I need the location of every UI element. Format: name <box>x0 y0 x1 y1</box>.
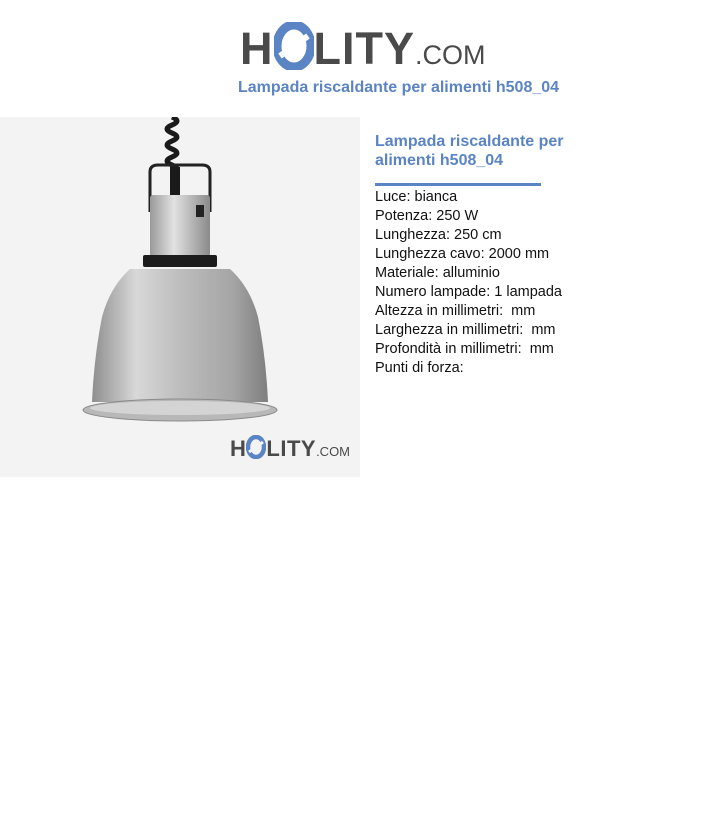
watermark-letters-lity: LITY <box>266 436 317 461</box>
watermark-domain: .COM <box>316 444 351 459</box>
spec-panel <box>375 132 585 378</box>
logo-o-icon <box>274 22 314 77</box>
spec-item-profondita: Profondità in millimetri: mm <box>375 341 554 357</box>
holity-logo[interactable] <box>240 10 500 74</box>
spec-item-altezza: Altezza in millimetri: mm <box>375 303 536 319</box>
heat-lamp-illustration <box>0 117 360 477</box>
spec-item-lunghezza-cavo: Lunghezza cavo: 2000 mm <box>375 246 550 262</box>
spec-item-lunghezza: Lunghezza: 250 cm <box>375 227 502 243</box>
spec-title: Lampada riscaldante per alimenti h508_04 <box>375 133 564 169</box>
logo-domain: .COM <box>415 40 486 70</box>
spec-item-numero-lampade: Numero lampade: 1 lampada <box>375 284 562 300</box>
logo-letter-h: H <box>240 23 274 74</box>
watermark-o-icon <box>246 435 266 464</box>
spec-item-luce: Luce: bianca <box>375 189 458 205</box>
spec-item-potenza: Potenza: 250 W <box>375 208 479 224</box>
spec-item-materiale: Materiale: alluminio <box>375 265 500 281</box>
spec-item-larghezza: Larghezza in millimetri: mm <box>375 322 556 338</box>
title-underline <box>375 183 541 186</box>
page-title: Lampada riscaldante per alimenti h508_04 <box>238 79 560 96</box>
watermark-letter-h: H <box>230 436 247 461</box>
watermark-logo <box>230 435 350 464</box>
product-image <box>0 117 360 477</box>
spec-list <box>375 188 585 378</box>
logo-letters-lity: LITY <box>313 23 415 74</box>
spec-item-punti-di-forza: Punti di forza: <box>375 360 464 376</box>
